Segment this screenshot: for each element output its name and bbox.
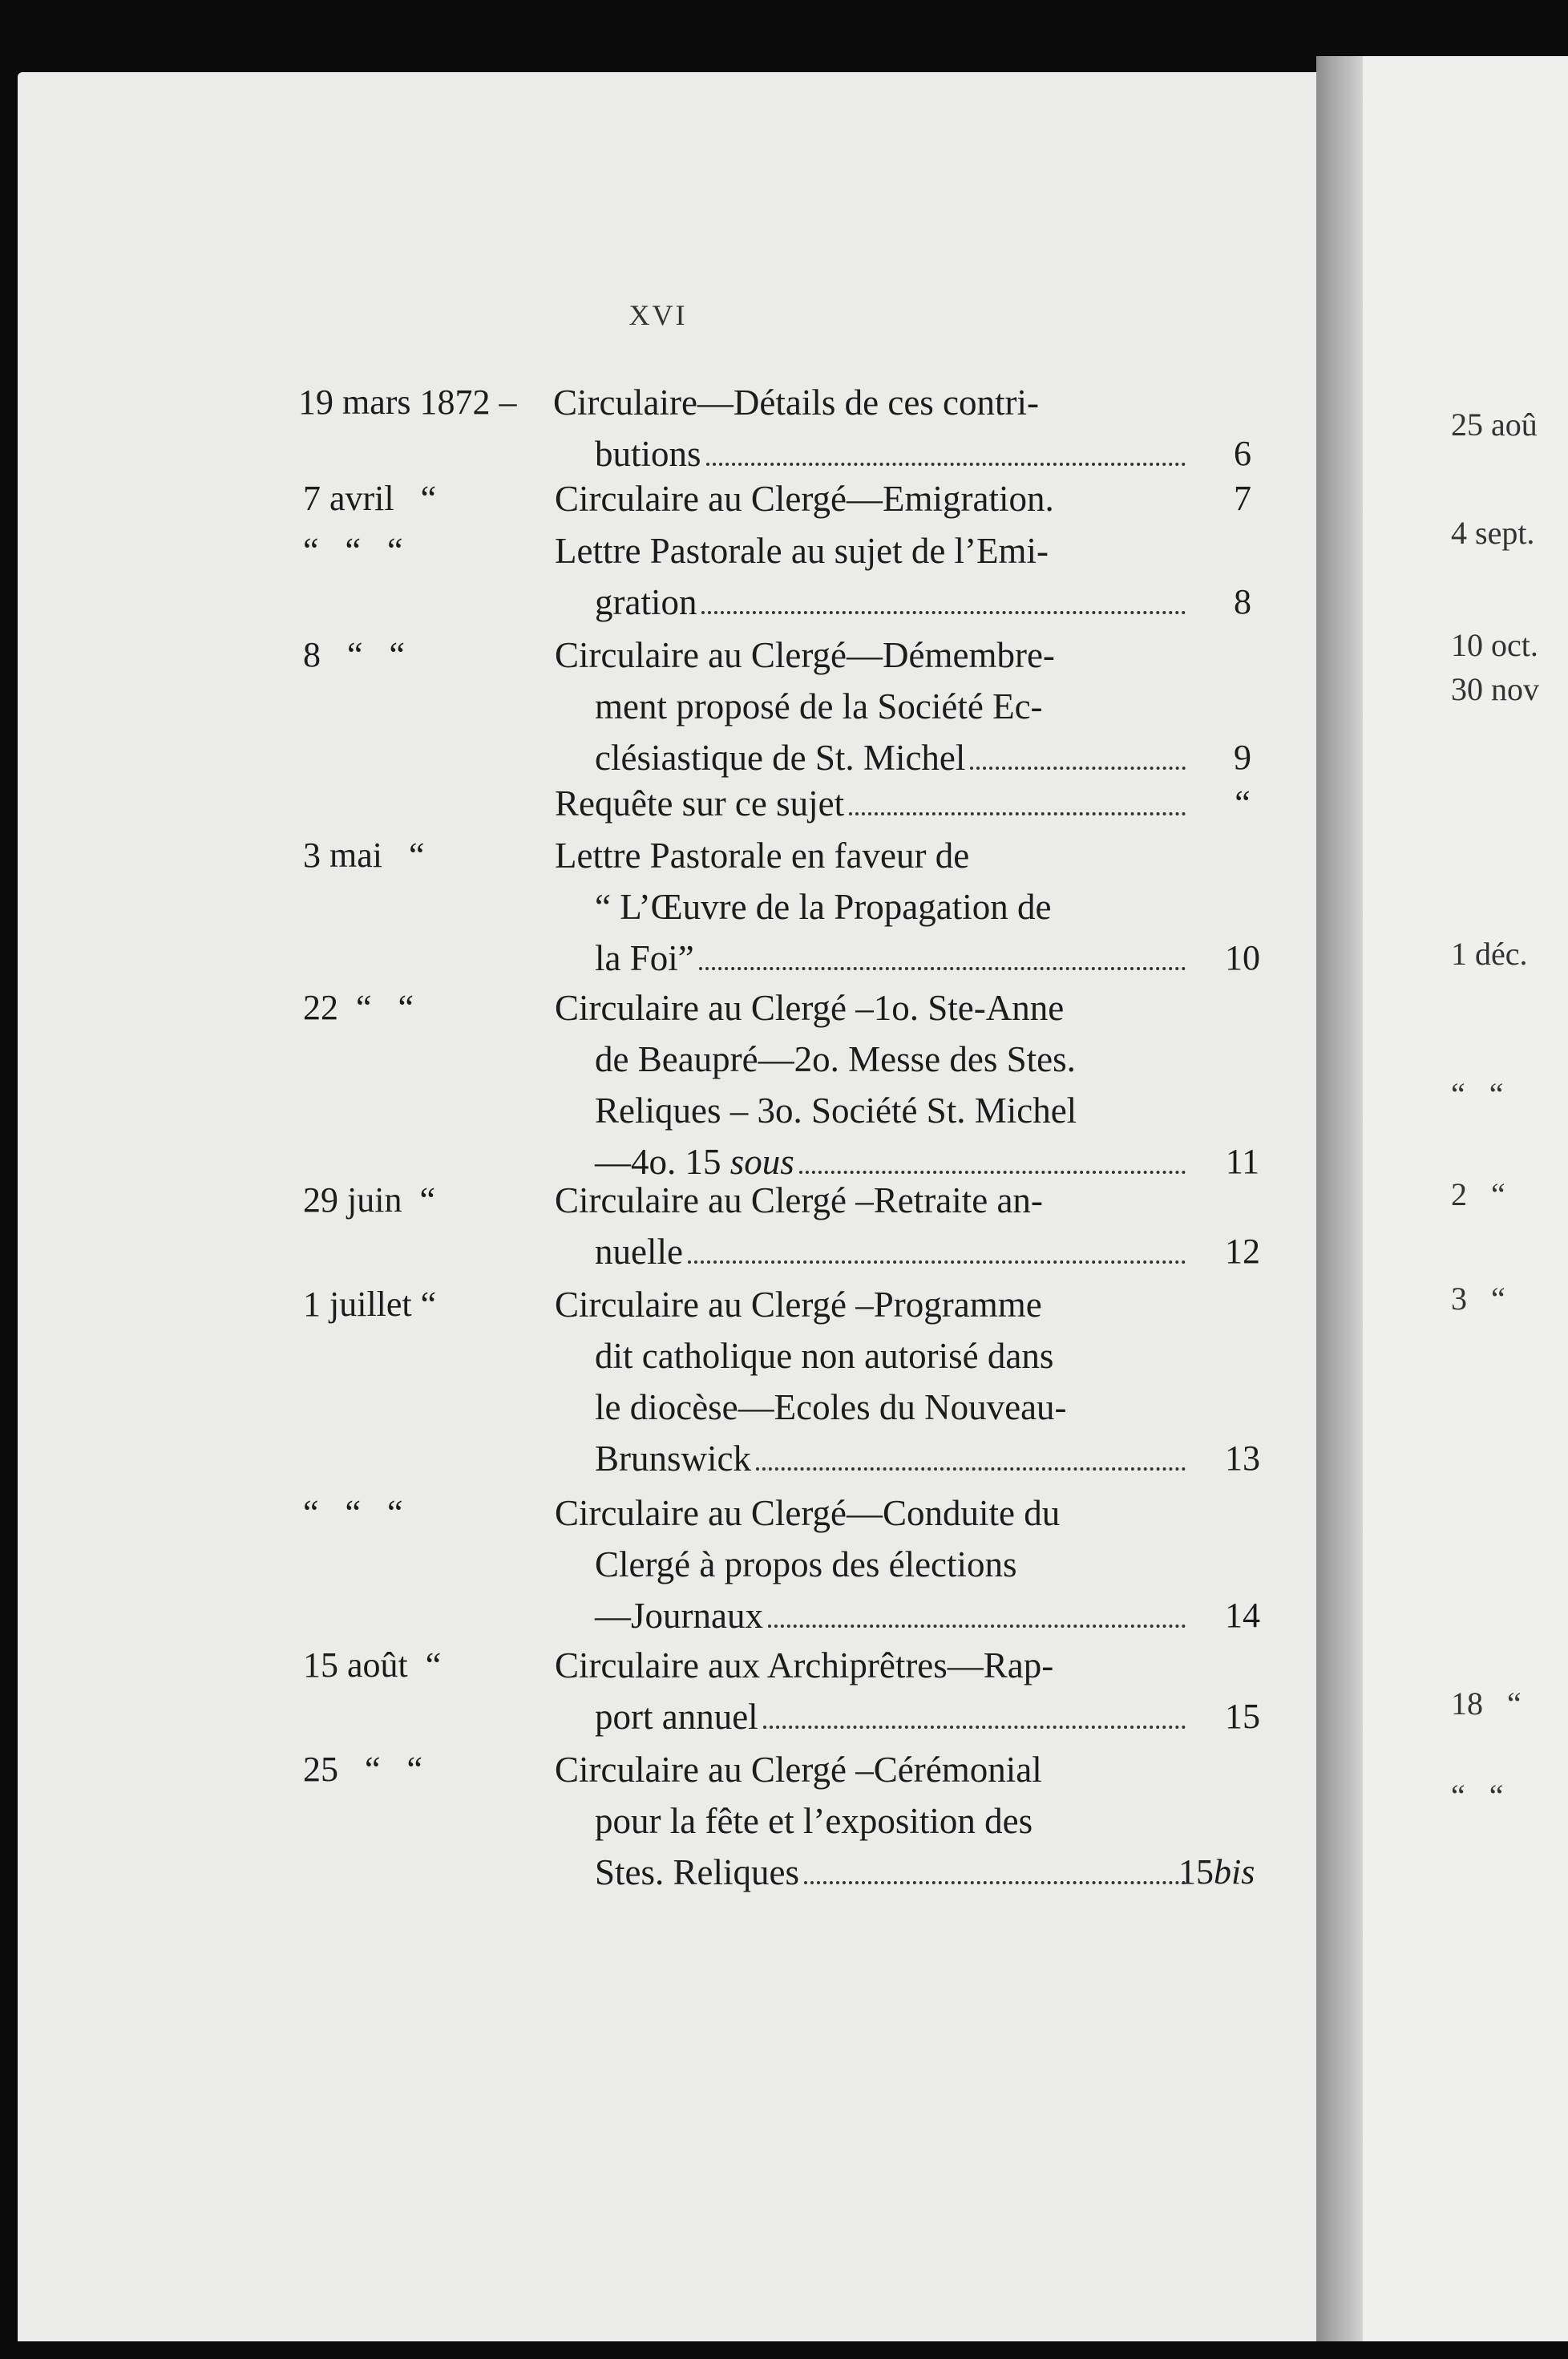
entry-title-line: Circulaire—Détails de ces contri- [553, 382, 1040, 423]
page-number: 13 [1225, 1438, 1260, 1478]
entry-date: 7 avril “ [303, 479, 437, 518]
entry-title-line: —4o. 15 sous [595, 1136, 1186, 1188]
entry-date: 8 “ “ [303, 635, 406, 674]
entry-title-line: gration [595, 577, 1186, 628]
entry-date: 3 mai “ [303, 836, 425, 875]
facing-date: “ “ [1451, 1076, 1504, 1112]
leader-dots [799, 1163, 1186, 1174]
page-number: “ [1235, 783, 1251, 823]
facing-date: 18 “ [1451, 1685, 1522, 1722]
entry-title-line: ment proposé de la Société Ec- [595, 686, 1043, 726]
page-number: 9 [1234, 738, 1251, 777]
leader-dots [701, 603, 1186, 614]
entry-date: 29 juin “ [303, 1180, 435, 1220]
entry-title-line: dit catholique non autorisé dans [595, 1336, 1054, 1376]
leader-dots [699, 959, 1186, 970]
page-number: 6 [1234, 434, 1251, 473]
page-number: 15bis [1178, 1852, 1255, 1892]
leader-dots [756, 1459, 1186, 1471]
entry-title-line: de Beaupré—2o. Messe des Stes. [595, 1039, 1076, 1079]
page-header: XVI [628, 299, 688, 331]
entry-title-line: port annuel [595, 1691, 1186, 1742]
leader-dots [706, 455, 1186, 466]
entry-title-line: Brunswick [595, 1433, 1186, 1484]
entry-date: 19 mars 1872 – [298, 382, 517, 422]
facing-date: 10 oct. [1451, 627, 1538, 663]
entry-title-line: Circulaire au Clergé –Cérémonial [555, 1750, 1042, 1790]
leader-dots [768, 1617, 1186, 1628]
entry-title-line: le diocèse—Ecoles du Nouveau- [595, 1387, 1067, 1427]
entry-title-line: clésiastique de St. Michel [595, 732, 1186, 783]
entry-title-line: Circulaire au Clergé –Programme [555, 1285, 1042, 1325]
entry-title-line: “ L’Œuvre de la Propagation de [595, 887, 1052, 927]
entry-date: 25 “ “ [303, 1750, 423, 1789]
entry-date: 22 “ “ [303, 988, 414, 1027]
entry-title-line: Circulaire aux Archiprêtres—Rap- [555, 1645, 1054, 1685]
entry-title-line: la Foi” [595, 933, 1186, 984]
entry-title-line: Clergé à propos des élections [595, 1544, 1017, 1584]
entry-title-line: —Journaux [595, 1590, 1186, 1641]
facing-date: 30 nov [1451, 671, 1539, 707]
entry-title-line: Reliques – 3o. Société St. Michel [595, 1090, 1077, 1131]
page-number: 12 [1225, 1232, 1260, 1271]
entry-title-line: Lettre Pastorale en faveur de [555, 836, 970, 876]
leader-dots [763, 1718, 1186, 1729]
entry-title-line: pour la fête et l’exposition des [595, 1801, 1033, 1841]
book-gutter [1316, 56, 1363, 2341]
page-number: 11 [1225, 1142, 1260, 1181]
leader-dots [804, 1873, 1186, 1884]
page-number: 10 [1225, 938, 1260, 977]
entry-title-line: Lettre Pastorale au sujet de l’Emi- [555, 531, 1049, 571]
entry-title-line: Circulaire au Clergé—Emigration. [555, 479, 1054, 519]
leader-dots [688, 1252, 1186, 1264]
entry-title-line: nuelle [595, 1226, 1186, 1277]
facing-date: 3 “ [1451, 1281, 1505, 1317]
page-number: 14 [1225, 1596, 1260, 1635]
entry-title-line: Circulaire au Clergé –1o. Ste-Anne [555, 988, 1065, 1028]
facing-date: 2 “ [1451, 1176, 1505, 1212]
facing-date: 1 déc. [1451, 936, 1528, 972]
facing-date: “ “ [1451, 1778, 1504, 1814]
entry-title-line: Circulaire au Clergé—Démembre- [555, 635, 1055, 675]
facing-date: 25 aoû [1451, 407, 1538, 443]
entry-title-line: Circulaire au Clergé –Retraite an- [555, 1180, 1043, 1220]
entry-title-line: Stes. Reliques [595, 1847, 1186, 1898]
entry-title-line: butions [595, 428, 1186, 479]
page-number: 8 [1234, 582, 1251, 621]
leader-dots [970, 759, 1186, 770]
leader-dots [849, 804, 1186, 815]
page-number: 7 [1234, 479, 1251, 518]
entry-date: 15 août “ [303, 1645, 442, 1685]
page-number: 15 [1225, 1697, 1260, 1736]
entry-title-line: Requête sur ce sujet [555, 778, 1186, 829]
entry-date: “ “ “ [303, 531, 403, 570]
entry-date: 1 juillet “ [303, 1285, 437, 1324]
entry-title-line: Circulaire au Clergé—Conduite du [555, 1493, 1061, 1533]
facing-date: 4 sept. [1451, 515, 1535, 551]
entry-date: “ “ “ [303, 1493, 403, 1532]
